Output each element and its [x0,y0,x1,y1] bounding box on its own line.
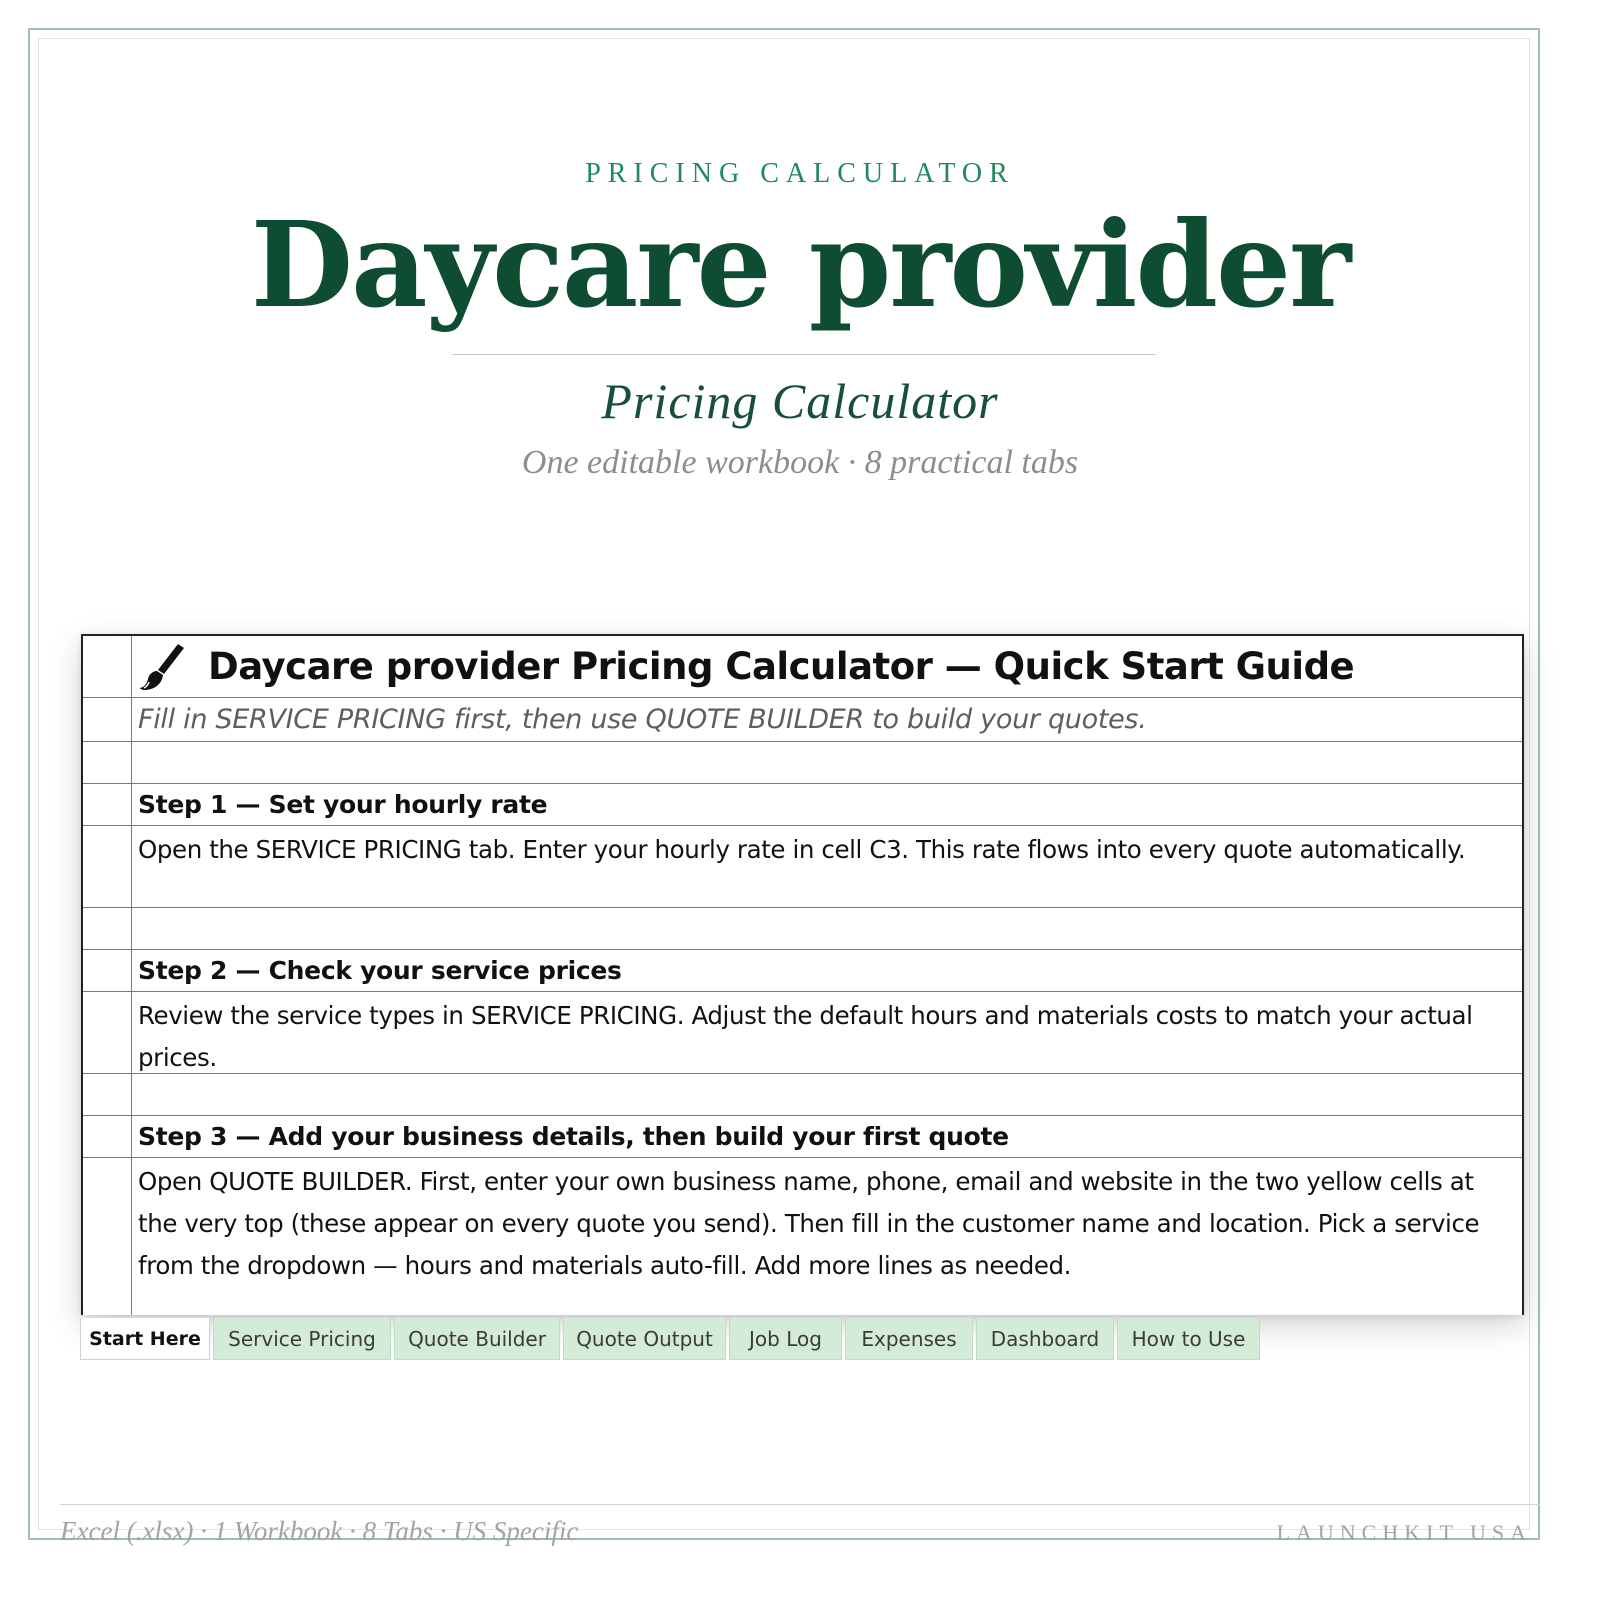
sheet-row-empty[interactable] [83,1074,1522,1116]
step1-heading[interactable]: Step 1 — Set your hourly rate [138,790,548,819]
sheet-row-intro[interactable] [83,698,1522,742]
hero-tagline: One editable workbook · 8 practical tabs [521,444,1079,481]
paintbrush-icon [138,642,186,692]
title-divider [452,354,1156,355]
sheet-row-step3-body[interactable] [83,1158,1522,1315]
sheet-row-empty[interactable] [83,908,1522,950]
tab-expenses[interactable]: Expenses [845,1318,973,1360]
eyebrow-label: PRICING CALCULATOR [585,158,1015,189]
footer-specs: Excel (.xlsx) · 1 Workbook · 8 Tabs · US Specific [60,1516,579,1546]
step3-heading[interactable]: Step 3 — Add your business details, then build your first quote [138,1122,1009,1151]
sheet-title-cell[interactable] [138,636,1512,697]
footer-divider [60,1504,1540,1505]
step3-body[interactable]: Open QUOTE BUILDER. First, enter your own business name, phone, email and website in the two yellow cells at the very top (these appear on every quote you send). Then fill in the customer name and location. Pick a service from the dropdown — hours and materials auto-fill. Add more lines as needed. [138,1167,1480,1280]
step1-body[interactable]: Open the SERVICE PRICING tab. Enter your hourly rate in cell C3. This rate flows into every quote automatically. [138,835,1466,864]
footer-brand: LAUNCHKIT USA [1276,1520,1532,1545]
tab-quote-output[interactable]: Quote Output [563,1318,726,1360]
tab-job-log[interactable]: Job Log [729,1318,842,1360]
sheet-row-step2-heading[interactable] [83,950,1522,992]
sheet-intro-cell[interactable]: Fill in SERVICE PRICING first, then use QUOTE BUILDER to build your quotes. [138,704,1147,735]
sheet-title-text: Daycare provider Pricing Calculator — Quick Start Guide [208,645,1355,688]
tab-quote-builder[interactable]: Quote Builder [394,1318,560,1360]
sheet-row-step1-body[interactable] [83,826,1522,908]
tab-start-here[interactable]: Start Here [80,1318,210,1360]
tab-dashboard[interactable]: Dashboard [976,1318,1114,1360]
hero-subtitle: Pricing Calculator [601,373,999,429]
step2-body[interactable]: Review the service types in SERVICE PRICING. Adjust the default hours and materials costs to match your actual prices. [138,1001,1473,1072]
tab-how-to-use[interactable]: How to Use [1117,1318,1260,1360]
spreadsheet-preview [81,634,1524,1315]
tab-service-pricing[interactable]: Service Pricing [213,1318,391,1360]
sheet-row-step2-body[interactable] [83,992,1522,1074]
sheet-row-step3-heading[interactable] [83,1116,1522,1158]
sheet-row-title[interactable] [83,636,1522,698]
sheet-row-step1-heading[interactable] [83,784,1522,826]
sheet-tab-bar [80,1318,1263,1362]
sheet-row-empty[interactable] [83,742,1522,784]
step2-heading[interactable]: Step 2 — Check your service prices [138,956,622,985]
hero-title: Daycare provider [250,195,1350,334]
